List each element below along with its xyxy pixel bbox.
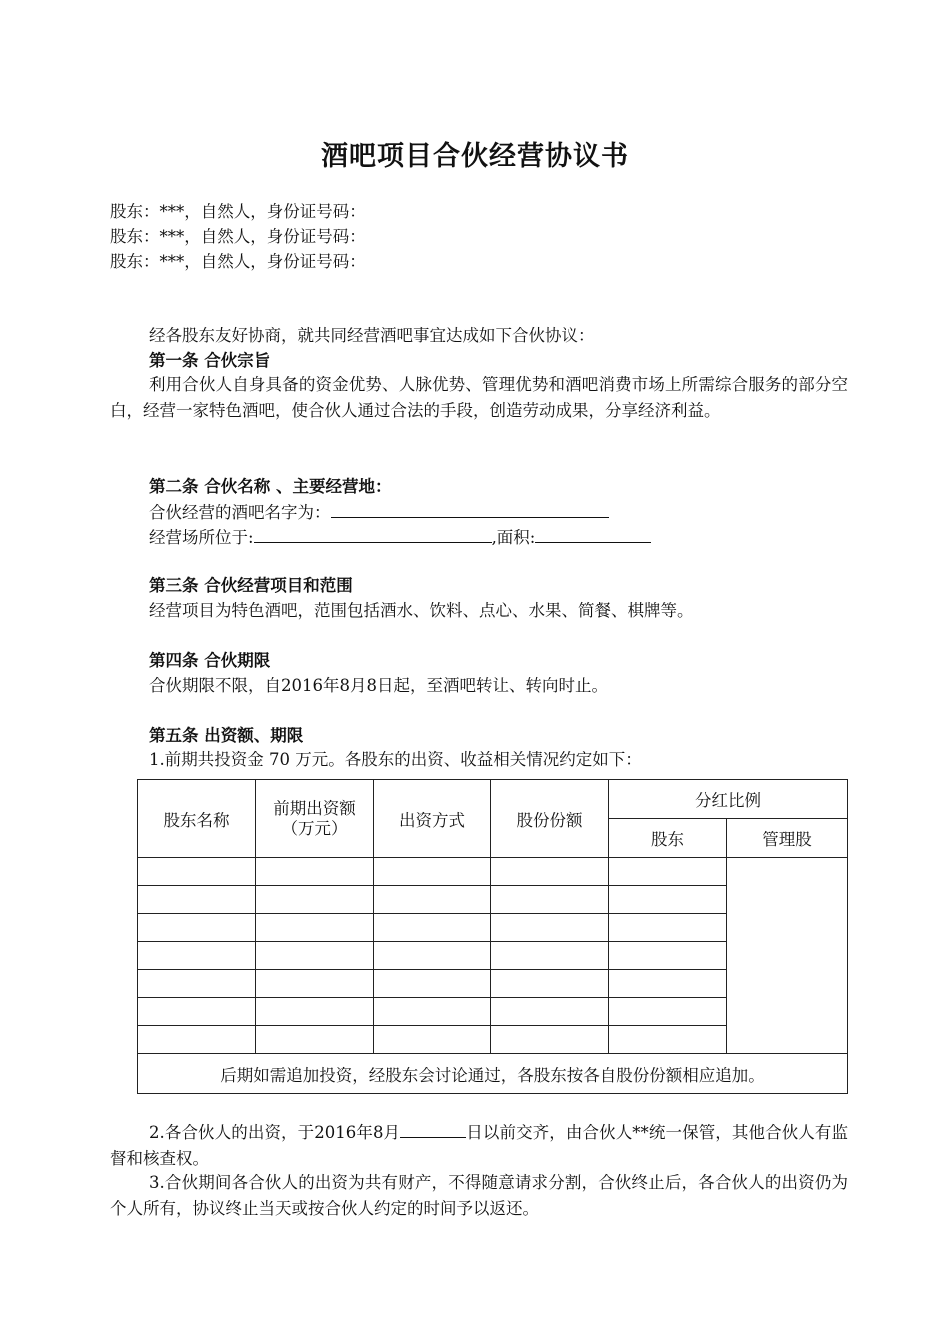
- article-3-body: 经营项目为特色酒吧，范围包括酒水、饮料、点心、水果、简餐、棋牌等。: [149, 601, 694, 620]
- header-shareholder-name: 股东名称: [138, 780, 256, 858]
- investment-table: [137, 779, 848, 1094]
- article-1-heading: 第一条 合伙宗旨: [149, 351, 271, 370]
- article-5-heading: 第五条 出资额、期限: [149, 726, 304, 745]
- header-dividend-ratio: 分红比例: [609, 780, 848, 819]
- table-cell[interactable]: [138, 914, 256, 942]
- payment-day-blank[interactable]: [400, 1122, 466, 1138]
- table-cell[interactable]: [609, 970, 727, 998]
- header-share-amount: 股份份额: [491, 780, 609, 858]
- table-cell[interactable]: [491, 858, 609, 886]
- location-line: [149, 525, 651, 550]
- item-2-text-a: 2.各合伙人的出资，于2016年8月: [149, 1123, 401, 1142]
- location-label: 经营场所位于:: [149, 528, 254, 547]
- article-4-body: 合伙期限不限，自2016年8月8日起，至酒吧转让、转向时止。: [149, 676, 608, 695]
- table-footer-note: 后期如需追加投资，经股东会讨论通过，各股东按各自股份份额相应追加。: [138, 1054, 848, 1094]
- article-1-body: 利用合伙人自身具备的资金优势、人脉优势、管理优势和酒吧消费市场上所需综合服务的部分空白，经营一家特色酒吧，使合伙人通过合法的手段，创造劳动成果，分享经济利益。: [110, 375, 848, 420]
- table-cell[interactable]: [374, 886, 491, 914]
- article-5-item-1: 1.前期共投资金 70 万元。各股东的出资、收益相关情况约定如下：: [149, 750, 642, 769]
- table-cell[interactable]: [138, 858, 256, 886]
- table-cell[interactable]: [256, 942, 374, 970]
- table-cell[interactable]: [138, 942, 256, 970]
- document-title: 酒吧项目合伙经营协议书: [321, 141, 629, 172]
- table-cell[interactable]: [256, 858, 374, 886]
- table-cell[interactable]: [256, 886, 374, 914]
- table-cell[interactable]: [256, 970, 374, 998]
- table-cell[interactable]: [138, 1026, 256, 1054]
- table-cell[interactable]: [609, 914, 727, 942]
- table-cell[interactable]: [491, 970, 609, 998]
- table-cell[interactable]: [374, 1026, 491, 1054]
- table-cell[interactable]: [491, 886, 609, 914]
- shareholder-line-3: 股东：***，自然人，身份证号码：: [110, 252, 366, 271]
- table-cell[interactable]: [609, 998, 727, 1026]
- article-5-item-3: 3.合伙期间各合伙人的出资为共有财产，不得随意请求分割，合伙终止后，各合伙人的出资仍为个人所有，协议终止当天或按合伙人约定的时间予以返还。: [110, 1173, 848, 1218]
- table-cell[interactable]: [609, 858, 727, 886]
- header-investment-method: 出资方式: [374, 780, 491, 858]
- bar-name-line: [149, 500, 609, 525]
- bar-name-blank[interactable]: [331, 500, 609, 518]
- shareholder-line-1: 股东：***，自然人，身份证号码：: [110, 202, 366, 221]
- bar-name-label: 合伙经营的酒吧名字为：: [149, 503, 331, 522]
- location-blank[interactable]: [254, 525, 492, 543]
- table-cell[interactable]: [374, 858, 491, 886]
- table-cell[interactable]: [609, 886, 727, 914]
- table-cell[interactable]: [374, 998, 491, 1026]
- table-cell[interactable]: [256, 998, 374, 1026]
- intro-text: 经各股东友好协商，就共同经营酒吧事宜达成如下合伙协议：: [149, 326, 595, 345]
- table-cell[interactable]: [138, 886, 256, 914]
- table-cell[interactable]: [256, 914, 374, 942]
- table-cell[interactable]: [609, 1026, 727, 1054]
- management-share-cell[interactable]: [727, 858, 848, 1054]
- area-blank[interactable]: [535, 525, 651, 543]
- header-dividend-management: 管理股: [727, 819, 848, 858]
- area-label: ,面积:: [491, 528, 536, 547]
- table-cell[interactable]: [491, 914, 609, 942]
- shareholder-line-2: 股东：***，自然人，身份证号码：: [110, 227, 366, 246]
- table-cell[interactable]: [374, 970, 491, 998]
- table-cell[interactable]: [138, 970, 256, 998]
- article-2-heading: 第二条 合伙名称 、主要经营地：: [149, 477, 392, 496]
- article-5-item-2: [110, 1120, 848, 1172]
- article-3-heading: 第三条 合伙经营项目和范围: [149, 576, 353, 595]
- table-cell[interactable]: [491, 1026, 609, 1054]
- table-cell[interactable]: [138, 998, 256, 1026]
- table-cell[interactable]: [491, 942, 609, 970]
- article-4-heading: 第四条 合伙期限: [149, 651, 271, 670]
- table-cell[interactable]: [256, 1026, 374, 1054]
- table-cell[interactable]: [609, 942, 727, 970]
- item-2-text-b: 日以前交齐，由合伙人**统一保管，其他合伙人有监督和核查权。: [110, 1123, 849, 1168]
- table-cell[interactable]: [491, 998, 609, 1026]
- header-initial-investment: 前期出资额（万元）: [256, 780, 374, 858]
- table-cell[interactable]: [374, 914, 491, 942]
- header-dividend-shareholder: 股东: [609, 819, 727, 858]
- table-cell[interactable]: [374, 942, 491, 970]
